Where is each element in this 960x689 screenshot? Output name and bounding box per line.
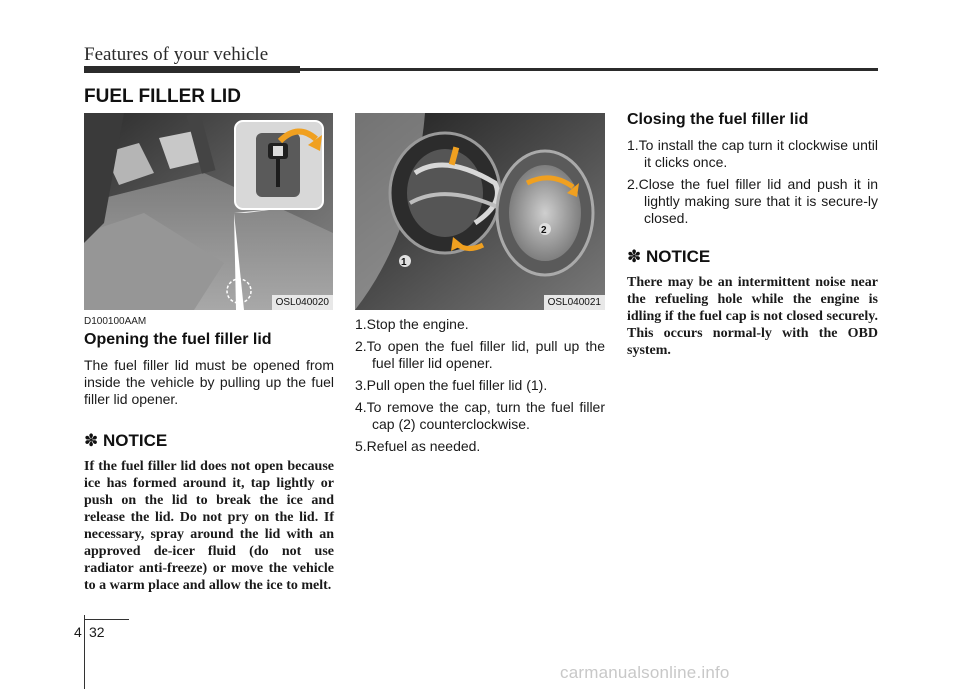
middle-column-text	[355, 316, 605, 460]
figure-code: OSL040021	[544, 295, 605, 310]
notice-body-right: There may be an intermittent noise near the refueling hole while the engine is idling if the fuel cap is not closed securely. This occurs normal-ly with the OBD system.	[627, 275, 878, 358]
notice-title-right: ✽ NOTICE	[627, 247, 711, 266]
step-item: 1.To install the cap turn it clockwise until it clicks once.	[627, 137, 878, 170]
figure-fuel-lid-opener	[84, 113, 333, 310]
step-item: 5.Refuel as needed.	[355, 438, 481, 454]
header-rule-accent	[84, 66, 300, 73]
callout-2: 2	[541, 225, 547, 236]
paragraph-opening: The fuel filler lid must be opened from inside the vehicle by pulling up the fuel filler lid opener.	[84, 357, 334, 407]
notice-body-left: If the fuel filler lid does not open because ice has formed around it, tap lightly or push on the lid to break the ice and release the lid. Do not pry on the lid. If necessary, spray around the lid with an approved de-icer fluid (do not use radiator anti-freeze) or move the vehicle to a warm place and allow the ice to melt.	[84, 459, 334, 593]
opening-steps	[355, 316, 605, 455]
footer-rule-horizontal	[84, 619, 129, 620]
left-column-text	[84, 331, 334, 594]
step-item: 4.To remove the cap, turn the fuel filler cap (2) counterclockwise.	[355, 399, 605, 432]
step-item: 1.Stop the engine.	[355, 316, 469, 332]
notice-title-left: ✽ NOTICE	[84, 431, 168, 450]
section-title: FUEL FILLER LID	[84, 86, 241, 107]
doc-code: D100100AAM	[84, 316, 147, 327]
watermark: carmanualsonline.info	[560, 663, 730, 682]
illustration-fuel-cap	[355, 113, 605, 310]
footer-rule-vertical	[84, 615, 85, 689]
step-item: 2.Close the fuel filler lid and push it in lightly making sure that it is secure-ly closed.	[627, 176, 878, 226]
figure-fuel-cap	[355, 113, 605, 310]
illustration-interior-floor	[84, 113, 333, 310]
figure-code: OSL040020	[272, 295, 333, 310]
subheading-closing: Closing the fuel filler lid	[627, 111, 809, 128]
step-item: 3.Pull open the fuel filler lid (1).	[355, 377, 548, 393]
closing-steps	[627, 137, 878, 227]
callout-1: 1	[401, 257, 407, 268]
subheading-opening: Opening the fuel filler lid	[84, 331, 272, 348]
right-column-text	[627, 111, 878, 359]
chapter-number: 4	[74, 624, 82, 640]
page-number: 32	[89, 624, 105, 640]
step-item: 2.To open the fuel filler lid, pull up the fuel filler lid opener.	[355, 338, 605, 371]
running-header: Features of your vehicle	[84, 44, 269, 65]
